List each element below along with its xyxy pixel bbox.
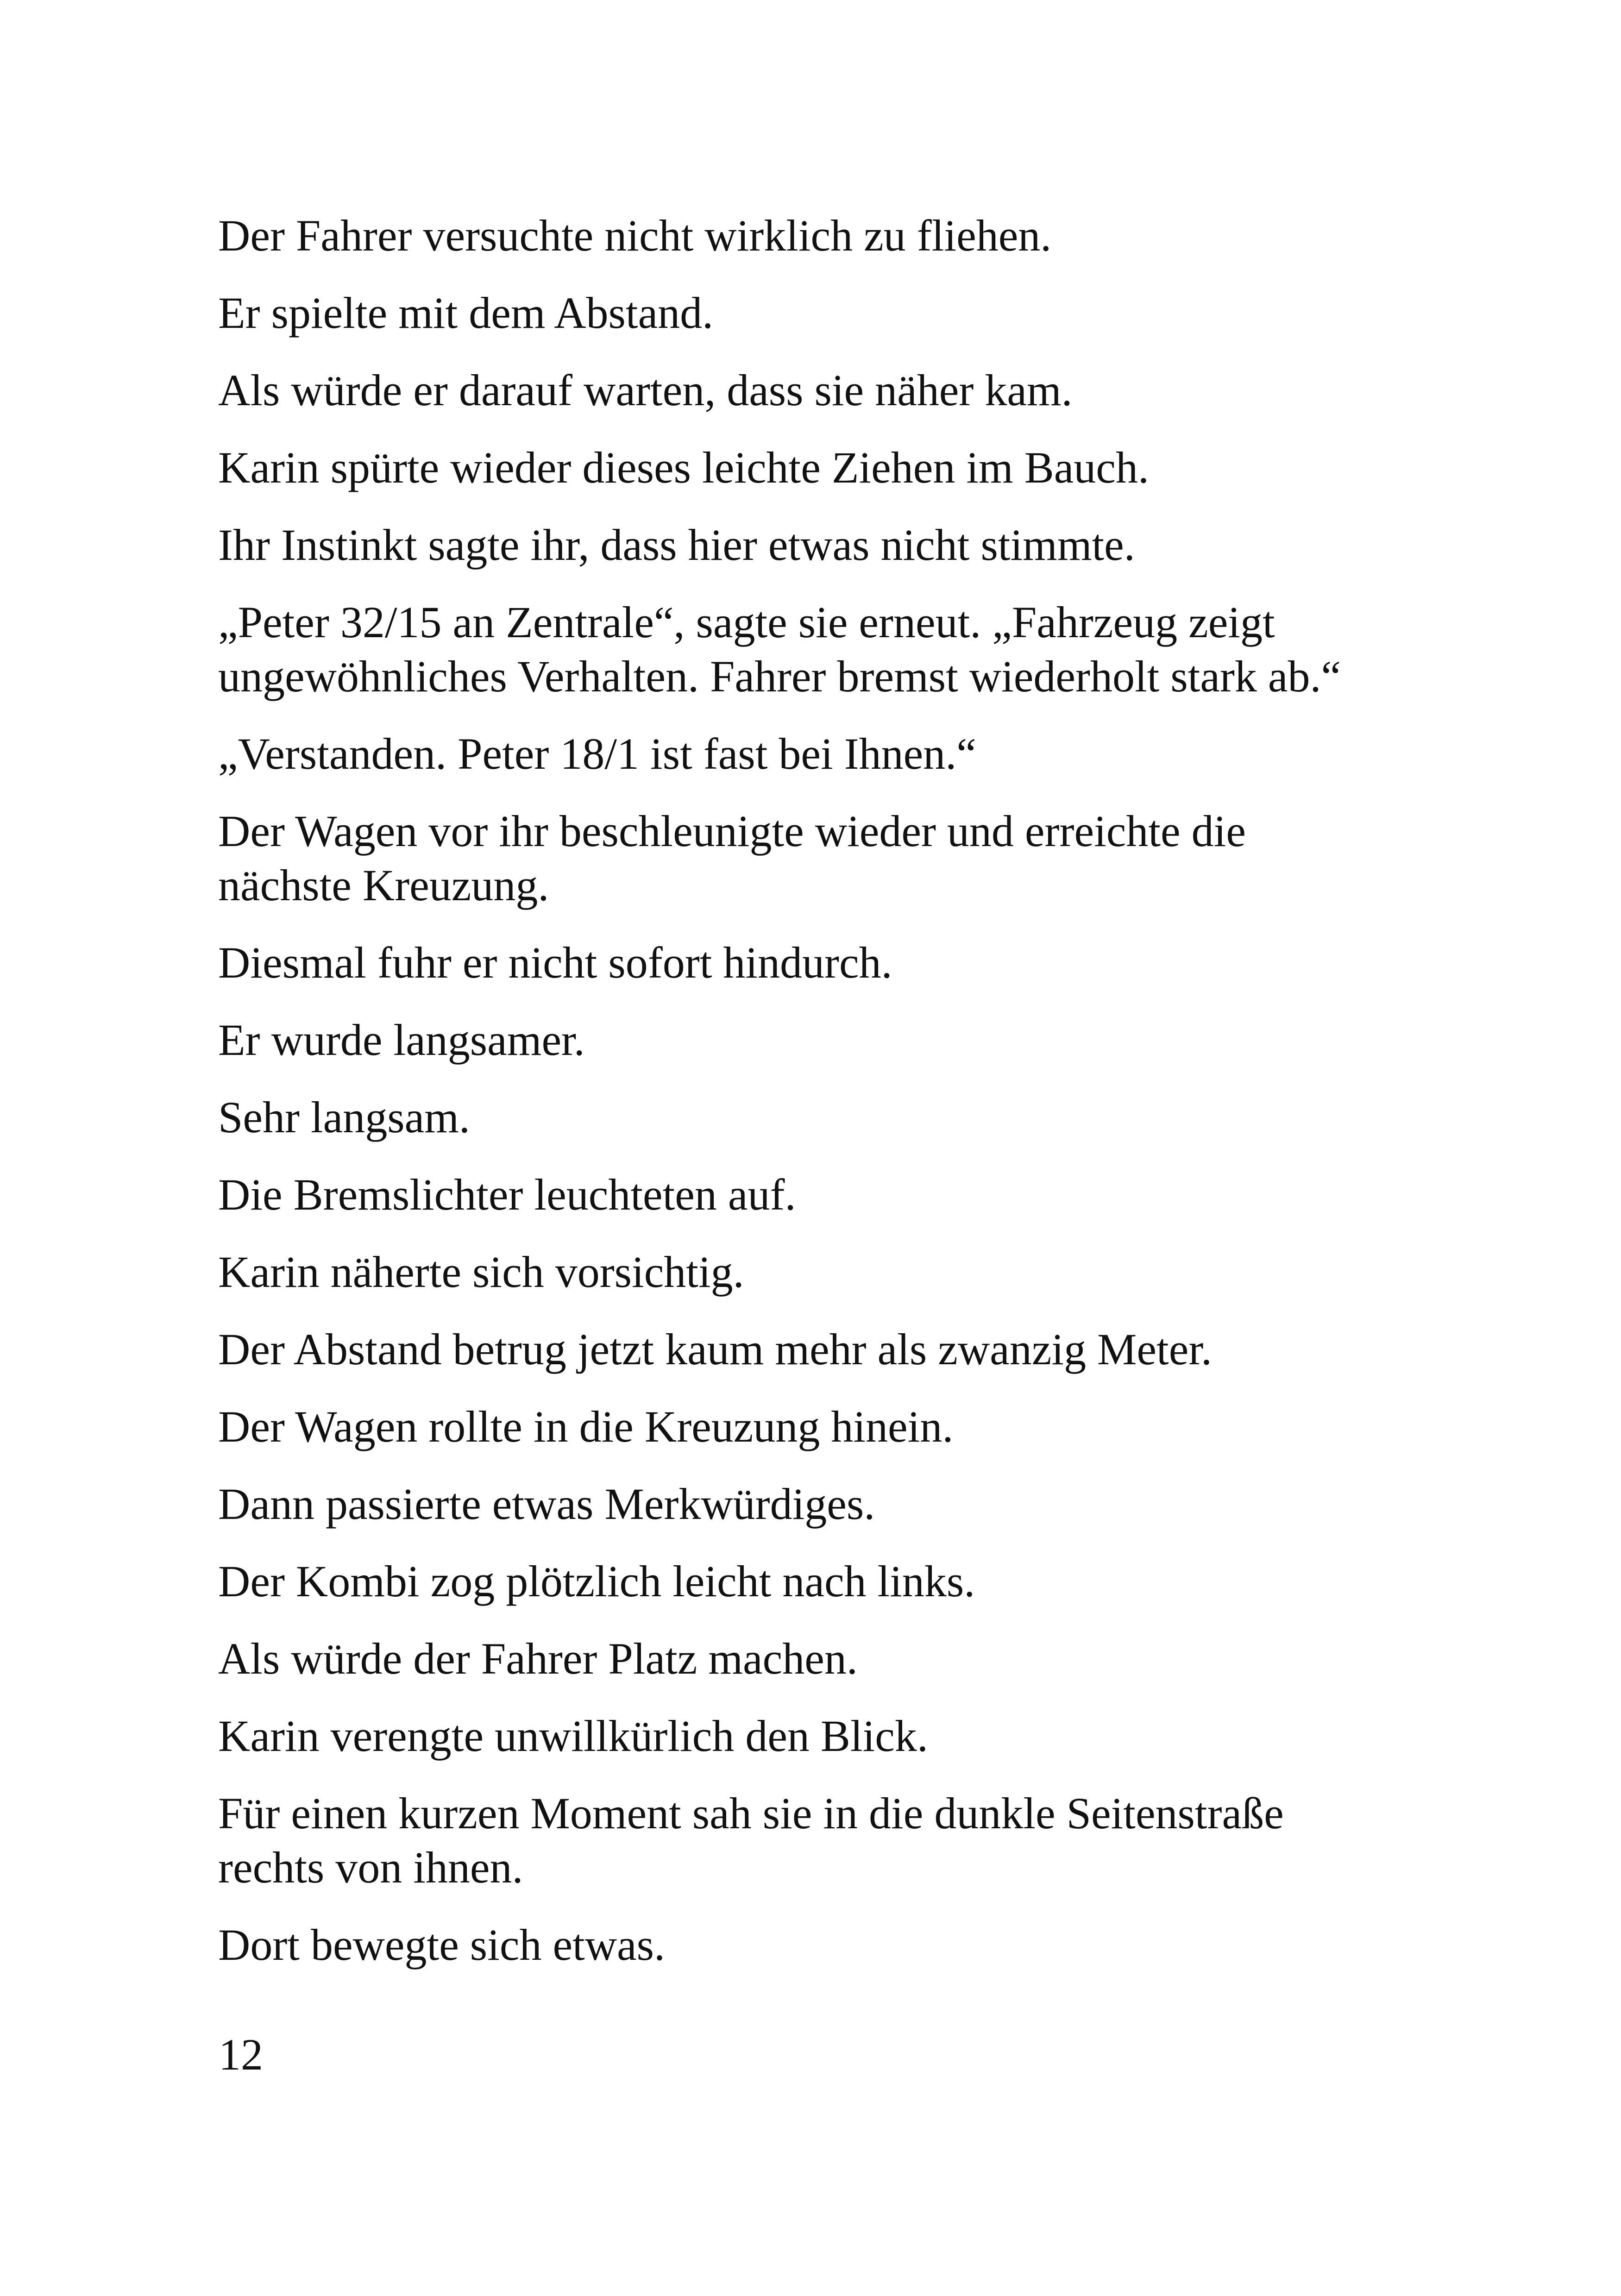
paragraph: Die Bremslichter leuchteten auf.: [218, 1170, 796, 1219]
paragraph: „Verstanden. Peter 18/1 ist fast bei Ihnen.“: [218, 729, 976, 778]
paragraph: Er wurde langsamer.: [218, 1015, 585, 1065]
paragraph: Als würde der Fahrer Platz machen.: [218, 1634, 858, 1683]
paragraph: Der Wagen rollte in die Kreuzung hinein.: [218, 1402, 954, 1451]
paragraph: Ihr Instinkt sagte ihr, dass hier etwas nicht stimmte.: [218, 520, 1135, 570]
paragraph: Als würde er darauf warten, dass sie näher kam.: [218, 365, 1073, 415]
page-number: 12: [219, 2030, 263, 2079]
paragraph: Für einen kurzen Moment sah sie in die dunkle Seitenstraße rechts von ihnen.: [218, 1788, 1284, 1892]
paragraph: Karin spürte wieder dieses leichte Ziehen im Bauch.: [218, 443, 1149, 492]
paragraph: Der Fahrer versuchte nicht wirklich zu fliehen.: [218, 211, 1052, 260]
paragraph: Der Wagen vor ihr beschleunigte wieder und erreichte die nächste Kreuzung.: [218, 806, 1246, 910]
paragraph: Karin verengte unwillkürlich den Blick.: [218, 1711, 928, 1761]
paragraph: Karin näherte sich vorsichtig.: [218, 1247, 744, 1297]
page-body: [218, 208, 1432, 1995]
paragraph: Dort bewegte sich etwas.: [218, 1920, 666, 1970]
paragraph: Sehr langsam.: [218, 1092, 470, 1142]
paragraph: Der Abstand betrug jetzt kaum mehr als zwanzig Meter.: [218, 1324, 1212, 1374]
paragraph: Er spielte mit dem Abstand.: [218, 288, 714, 338]
paragraph: Dann passierte etwas Merkwürdiges.: [218, 1479, 875, 1529]
paragraph: Diesmal fuhr er nicht sofort hindurch.: [218, 938, 892, 987]
paragraph: „Peter 32/15 an Zentrale“, sagte sie erneut. „Fahrzeug zeigt ungewöhnliches Verhalten. Fahrer bremst wiederholt stark ab.“: [218, 597, 1341, 701]
paragraph: Der Kombi zog plötzlich leicht nach links.: [218, 1556, 975, 1606]
